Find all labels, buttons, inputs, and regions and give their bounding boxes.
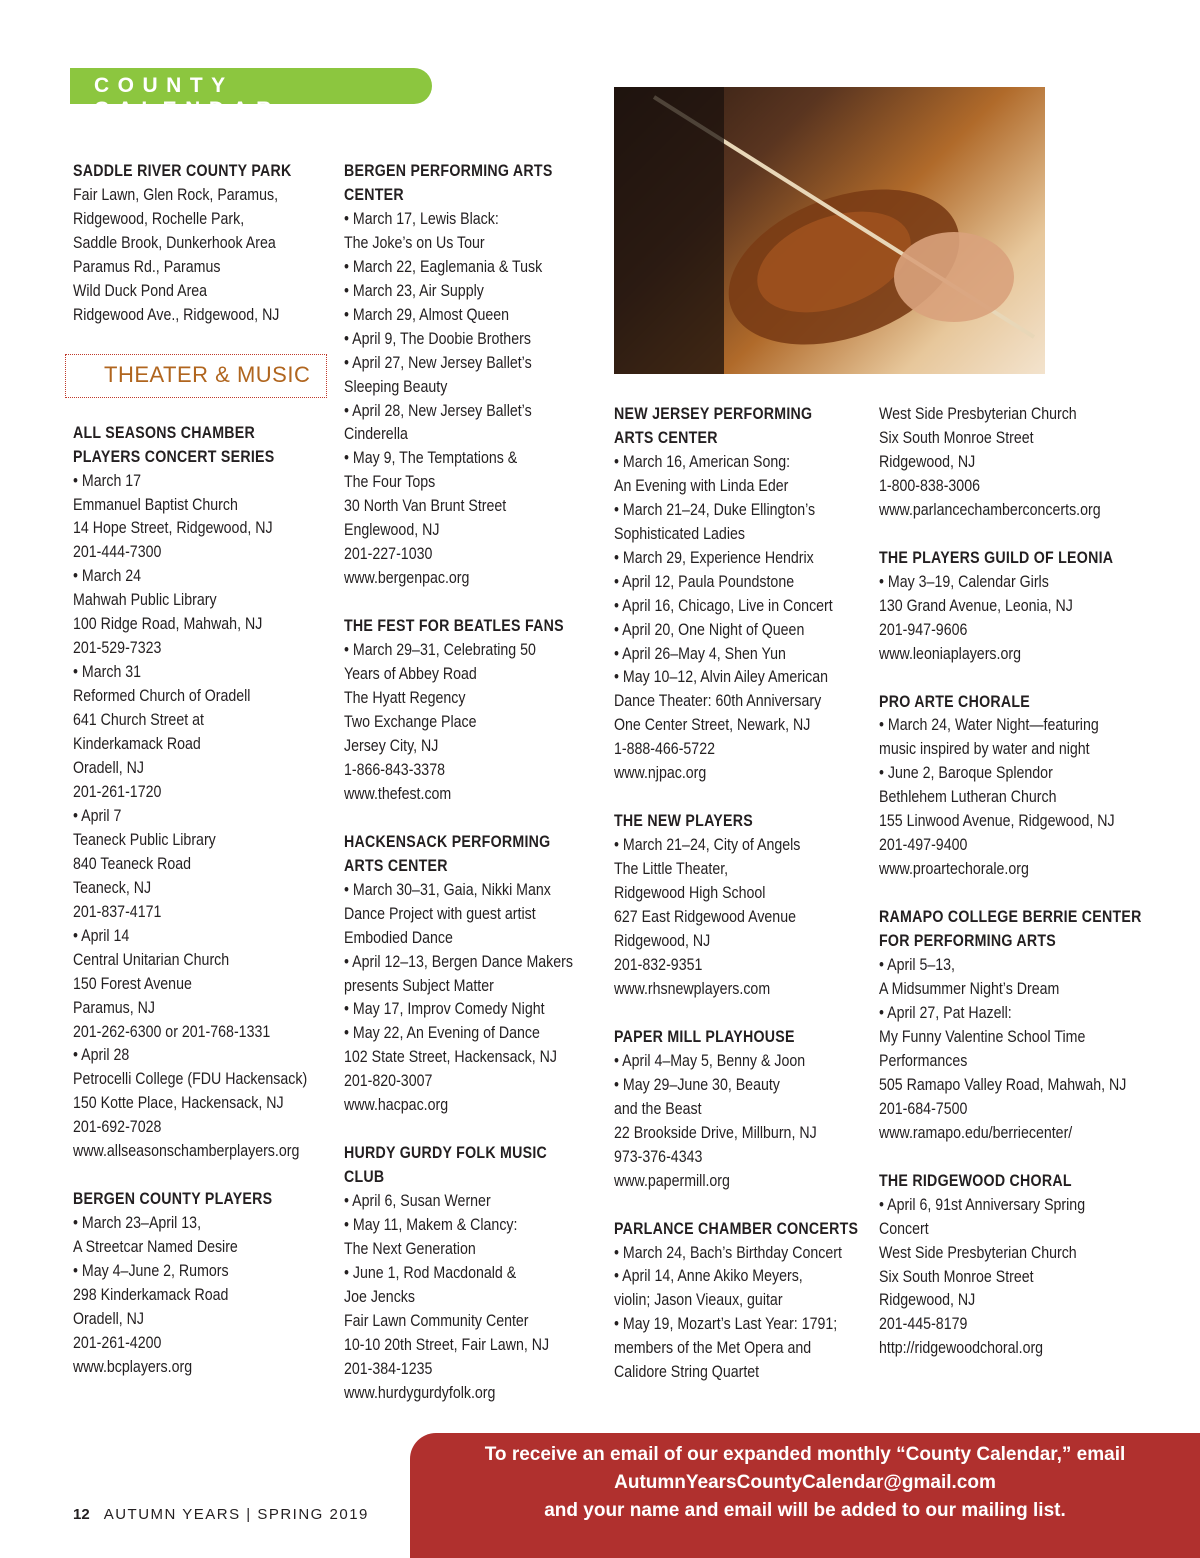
listing-bergen-county-players xyxy=(73,1188,333,1380)
listing-url[interactable]: www.bcplayers.org xyxy=(73,1357,193,1376)
listing-line: 201-497-9400 xyxy=(879,836,968,855)
listing-line: 150 Forest Avenue xyxy=(73,974,192,993)
listing-line: • April 27, New Jersey Ballet’s xyxy=(344,353,532,372)
listing-url[interactable]: www.proartechorale.org xyxy=(879,860,1029,879)
listing-line: Ridgewood High School xyxy=(614,884,766,903)
listing-url[interactable]: www.papermill.org xyxy=(614,1171,730,1190)
listing-line: 201-227-1030 xyxy=(344,545,433,564)
listing-line: and the Beast xyxy=(614,1099,702,1118)
listing-line: • March 16, American Song: xyxy=(614,452,791,471)
listing-line: 201-837-4171 xyxy=(73,902,162,921)
listing-line: • May 3–19, Calendar Girls xyxy=(879,572,1049,591)
listing-title: ARTS CENTER xyxy=(344,856,448,875)
listing-pro-arte xyxy=(879,691,1179,883)
listing-line: 102 State Street, Hackensack, NJ xyxy=(344,1048,557,1067)
listing-line: Wild Duck Pond Area xyxy=(73,281,208,300)
listing-title: HURDY GURDY FOLK MUSIC xyxy=(344,1144,548,1163)
listing-line: • March 24, Water Night—featuring xyxy=(879,716,1099,735)
listing-line: Fair Lawn Community Center xyxy=(344,1311,529,1330)
listing-line: A Midsummer Night’s Dream xyxy=(879,980,1060,999)
listing-line: 298 Kinderkamack Road xyxy=(73,1286,229,1305)
listing-title: CENTER xyxy=(344,185,404,204)
listing-url[interactable]: http://ridgewoodchoral.org xyxy=(879,1339,1044,1358)
listing-line: • March 24 xyxy=(73,567,142,586)
listing-line: An Evening with Linda Eder xyxy=(614,476,789,495)
listing-line: Petrocelli College (FDU Hackensack) xyxy=(73,1070,308,1089)
listing-line: • April 9, The Doobie Brothers xyxy=(344,329,531,348)
listing-line: • March 31 xyxy=(73,663,142,682)
listing-line: 201-444-7300 xyxy=(73,543,162,562)
listing-line: 14 Hope Street, Ridgewood, NJ xyxy=(73,519,273,538)
listing-url[interactable]: www.parlancechamberconcerts.org xyxy=(879,500,1101,519)
listing-line: Saddle Brook, Dunkerhook Area xyxy=(73,233,276,252)
listing-ridgewood-choral xyxy=(879,1170,1179,1362)
listing-line: • March 21–24, Duke Ellington’s xyxy=(614,500,816,519)
listing-line: Oradell, NJ xyxy=(73,759,144,778)
listing-line: • March 24, Bach’s Birthday Concert xyxy=(614,1243,842,1262)
column-3 xyxy=(614,403,872,1409)
listing-line: The Little Theater, xyxy=(614,860,729,879)
listing-line: The Joke’s on Us Tour xyxy=(344,233,485,252)
listing-title: PAPER MILL PLAYHOUSE xyxy=(614,1027,795,1046)
listing-line: Ridgewood, NJ xyxy=(879,452,976,471)
listing-line: • April 12, Paula Poundstone xyxy=(614,572,795,591)
listing-line: Jersey City, NJ xyxy=(344,736,439,755)
listing-line: Oradell, NJ xyxy=(73,1309,144,1328)
listing-line: • April 14, Anne Akiko Meyers, xyxy=(614,1267,803,1286)
listing-line: 201-692-7028 xyxy=(73,1118,162,1137)
listing-line: 201-261-4200 xyxy=(73,1333,162,1352)
theater-music-heading-box xyxy=(65,354,327,398)
listing-line: • March 17 xyxy=(73,471,142,490)
listing-line: • April 6, Susan Werner xyxy=(344,1192,491,1211)
listing-line: Ridgewood, NJ xyxy=(879,1291,976,1310)
listing-ramapo xyxy=(879,906,1179,1146)
listing-line: 973-376-4343 xyxy=(614,1147,703,1166)
listing-line: Paramus Rd., Paramus xyxy=(73,257,221,276)
page-number: 12 xyxy=(73,1506,90,1523)
listing-line: • May 22, An Evening of Dance xyxy=(344,1024,540,1043)
banner-line: and your name and email will be added to our mailing list. xyxy=(544,1500,1066,1521)
listing-line: presents Subject Matter xyxy=(344,976,494,995)
listing-line: • March 30–31, Gaia, Nikki Manx xyxy=(344,880,551,899)
listing-players-guild-leonia xyxy=(879,547,1179,667)
listing-line: • April 5–13, xyxy=(879,956,955,975)
listing-line: music inspired by water and night xyxy=(879,740,1090,759)
listing-line: • May 11, Makem & Clancy: xyxy=(344,1216,518,1235)
listing-url[interactable]: www.hacpac.org xyxy=(344,1096,449,1115)
listing-line: Dance Project with guest artist xyxy=(344,904,536,923)
banner-email-link[interactable]: AutumnYearsCountyCalendar@gmail.com xyxy=(614,1472,996,1493)
listing-line: Sleeping Beauty xyxy=(344,377,448,396)
listing-url[interactable]: www.ramapo.edu/berriecenter/ xyxy=(879,1123,1073,1142)
listing-line: Emmanuel Baptist Church xyxy=(73,495,238,514)
listing-line: My Funny Valentine School Time xyxy=(879,1027,1086,1046)
listing-title: ARTS CENTER xyxy=(614,428,718,447)
listing-line: 10-10 20th Street, Fair Lawn, NJ xyxy=(344,1335,550,1354)
listing-line: • May 17, Improv Comedy Night xyxy=(344,1000,545,1019)
listing-line: • March 23–April 13, xyxy=(73,1214,202,1233)
listing-line: 1-888-466-5722 xyxy=(614,740,715,759)
listing-title: ALL SEASONS CHAMBER xyxy=(73,423,256,442)
listing-line: 201-684-7500 xyxy=(879,1099,968,1118)
mailing-list-banner xyxy=(410,1433,1200,1558)
listing-line: 201-262-6300 or 201-768-1331 xyxy=(73,1022,271,1041)
listing-url[interactable]: www.bergenpac.org xyxy=(344,569,470,588)
listing-title: NEW JERSEY PERFORMING xyxy=(614,405,813,423)
listing-all-seasons xyxy=(73,422,333,1165)
banner-line: To receive an email of our expanded monthly “County Calendar,” email xyxy=(484,1444,1126,1465)
listing-line: 1-866-843-3378 xyxy=(344,760,445,779)
listing-line: Paramus, NJ xyxy=(73,998,156,1017)
listing-line: 201-832-9351 xyxy=(614,955,703,974)
listing-line: 505 Ramapo Valley Road, Mahwah, NJ xyxy=(879,1075,1127,1094)
listing-line: Embodied Dance xyxy=(344,928,453,947)
listing-line: Years of Abbey Road xyxy=(344,665,477,684)
violin-photo xyxy=(614,87,1045,374)
theater-music-heading: THEATER & MUSIC xyxy=(104,361,311,387)
listing-title: SADDLE RIVER COUNTY PARK xyxy=(73,162,292,180)
listing-hackensack-pac xyxy=(344,831,606,1118)
listing-line: • April 14 xyxy=(73,926,130,945)
listing-line: Calidore String Quartet xyxy=(614,1363,760,1382)
listing-line: 201-384-1235 xyxy=(344,1359,433,1378)
listing-line: Cinderella xyxy=(344,425,408,444)
listing-line: 1-800-838-3006 xyxy=(879,476,980,495)
listing-title: THE RIDGEWOOD CHORAL xyxy=(879,1171,1072,1190)
publication-name: AUTUMN YEARS | SPRING 2019 xyxy=(103,1506,369,1523)
listing-line: • May 29–June 30, Beauty xyxy=(614,1075,780,1094)
listing-line: Teaneck Public Library xyxy=(73,830,216,849)
listing-line: Kinderkamack Road xyxy=(73,735,201,754)
listing-line: Bethlehem Lutheran Church xyxy=(879,788,1057,807)
listing-line: • March 17, Lewis Black: xyxy=(344,209,499,228)
listing-line: • April 6, 91st Anniversary Spring xyxy=(879,1195,1086,1214)
listing-line: • June 2, Baroque Splendor xyxy=(879,764,1053,783)
listing-line: Central Unitarian Church xyxy=(73,950,230,969)
listing-url[interactable]: www.rhsnewplayers.com xyxy=(614,979,771,998)
listing-line: members of the Met Opera and xyxy=(614,1339,812,1358)
listing-url[interactable]: www.hurdygurdyfolk.org xyxy=(344,1383,496,1402)
listing-line: West Side Presbyterian Church xyxy=(879,1243,1077,1262)
listing-line: • April 20, One Night of Queen xyxy=(614,620,805,639)
listing-title: THE NEW PLAYERS xyxy=(614,812,753,831)
listing-line: Ridgewood, NJ xyxy=(614,932,711,951)
column-4 xyxy=(879,403,1179,1385)
listing-line: Englewood, NJ xyxy=(344,521,440,540)
listing-line: 201-529-7323 xyxy=(73,639,162,658)
listing-line: 100 Ridge Road, Mahwah, NJ xyxy=(73,615,263,634)
listing-url[interactable]: www.leoniaplayers.org xyxy=(879,644,1021,663)
listing-line: Mahwah Public Library xyxy=(73,591,217,610)
listing-line: • April 7 xyxy=(73,806,122,825)
listing-title: BERGEN PERFORMING ARTS xyxy=(344,162,553,180)
listing-line: 201-820-3007 xyxy=(344,1072,433,1091)
listing-line: Ridgewood, Rochelle Park, xyxy=(73,209,245,228)
listing-line: • March 21–24, City of Angels xyxy=(614,836,801,855)
listing-line: • May 19, Mozart’s Last Year: 1791; xyxy=(614,1315,838,1334)
listing-line: Reformed Church of Oradell xyxy=(73,687,251,706)
listing-parlance-continued xyxy=(879,403,1179,523)
listing-url[interactable]: www.thefest.com xyxy=(344,784,452,803)
listing-title: CLUB xyxy=(344,1168,385,1187)
violin-illustration xyxy=(614,87,1045,374)
listing-paper-mill xyxy=(614,1026,872,1194)
listing-title: BERGEN COUNTY PLAYERS xyxy=(73,1190,273,1209)
listing-line: Dance Theater: 60th Anniversary xyxy=(614,692,822,711)
listing-line: Six South Monroe Street xyxy=(879,428,1034,447)
listing-title: PARLANCE CHAMBER CONCERTS xyxy=(614,1219,859,1238)
listing-title: FOR PERFORMING ARTS xyxy=(879,932,1057,951)
listing-line: Performances xyxy=(879,1051,968,1070)
listing-line: 130 Grand Avenue, Leonia, NJ xyxy=(879,596,1073,615)
listing-line: 627 East Ridgewood Avenue xyxy=(614,908,796,927)
column-2 xyxy=(344,160,606,1430)
listing-url[interactable]: www.njpac.org xyxy=(614,764,707,783)
listing-line: The Four Tops xyxy=(344,473,436,492)
section-header xyxy=(70,68,432,121)
listing-fest-beatles xyxy=(344,615,606,807)
listing-line: 30 North Van Brunt Street xyxy=(344,497,507,516)
listing-line: A Streetcar Named Desire xyxy=(73,1238,238,1257)
listing-line: • March 29–31, Celebrating 50 xyxy=(344,641,536,660)
listing-line: 201-947-9606 xyxy=(879,620,968,639)
listing-title: THE FEST FOR BEATLES FANS xyxy=(344,617,564,636)
listing-line: 22 Brookside Drive, Millburn, NJ xyxy=(614,1123,817,1142)
listing-line: One Center Street, Newark, NJ xyxy=(614,716,811,735)
listing-title: PLAYERS CONCERT SERIES xyxy=(73,447,275,466)
listing-title: RAMAPO COLLEGE BERRIE CENTER xyxy=(879,908,1142,927)
listing-line: • April 28, New Jersey Ballet’s xyxy=(344,401,532,420)
listing-line: Teaneck, NJ xyxy=(73,878,152,897)
listing-line: • May 4–June 2, Rumors xyxy=(73,1262,229,1281)
listing-line: • June 1, Rod Macdonald & xyxy=(344,1263,517,1282)
listing-line: Six South Monroe Street xyxy=(879,1267,1034,1286)
listing-line: • May 9, The Temptations & xyxy=(344,449,518,468)
listing-line: The Next Generation xyxy=(344,1240,476,1259)
listing-line: • May 10–12, Alvin Ailey American xyxy=(614,668,828,687)
listing-line: Sophisticated Ladies xyxy=(614,524,745,543)
listing-line: 155 Linwood Avenue, Ridgewood, NJ xyxy=(879,812,1115,831)
listing-line: • March 29, Almost Queen xyxy=(344,305,510,324)
listing-line: Joe Jencks xyxy=(344,1287,415,1306)
listing-line: • March 23, Air Supply xyxy=(344,281,484,300)
listing-saddle-river xyxy=(73,160,333,328)
listing-line: Ridgewood Ave., Ridgewood, NJ xyxy=(73,305,280,324)
listing-line: 840 Teaneck Road xyxy=(73,854,192,873)
listing-line: violin; Jason Vieaux, guitar xyxy=(614,1291,783,1310)
listing-line: • April 12–13, Bergen Dance Makers xyxy=(344,952,573,971)
listing-parlance xyxy=(614,1218,872,1386)
column-1 xyxy=(73,160,333,1404)
listing-line: West Side Presbyterian Church xyxy=(879,405,1077,423)
listing-line: 201-261-1720 xyxy=(73,782,162,801)
listing-line: Concert xyxy=(879,1219,929,1238)
listing-line: 201-445-8179 xyxy=(879,1315,968,1334)
listing-line: • April 16, Chicago, Live in Concert xyxy=(614,596,833,615)
listing-line: • April 4–May 5, Benny & Joon xyxy=(614,1051,806,1070)
listing-line: 150 Kotte Place, Hackensack, NJ xyxy=(73,1094,284,1113)
listing-line: The Hyatt Regency xyxy=(344,689,466,708)
listing-new-players xyxy=(614,810,872,1002)
section-header-title: COUNTY CALENDAR xyxy=(94,74,280,121)
listing-line: 641 Church Street at xyxy=(73,711,204,730)
listing-line: Fair Lawn, Glen Rock, Paramus, xyxy=(73,185,279,204)
listing-line: • April 27, Pat Hazell: xyxy=(879,1003,1012,1022)
listing-line: • April 26–May 4, Shen Yun xyxy=(614,644,786,663)
listing-line: • March 29, Experience Hendrix xyxy=(614,548,814,567)
listing-njpac xyxy=(614,403,872,786)
listing-bergen-pac xyxy=(344,160,606,591)
listing-line: • April 28 xyxy=(73,1046,130,1065)
listing-line: • March 22, Eaglemania & Tusk xyxy=(344,257,543,276)
listing-url[interactable]: www.allseasonschamberplayers.org xyxy=(73,1142,300,1161)
listing-hurdy-gurdy xyxy=(344,1142,606,1405)
listing-title: HACKENSACK PERFORMING xyxy=(344,832,551,851)
listing-title: THE PLAYERS GUILD OF LEONIA xyxy=(879,548,1114,567)
listing-line: Two Exchange Place xyxy=(344,712,477,731)
page-footer xyxy=(73,1506,369,1523)
listing-title: PRO ARTE CHORALE xyxy=(879,692,1031,711)
